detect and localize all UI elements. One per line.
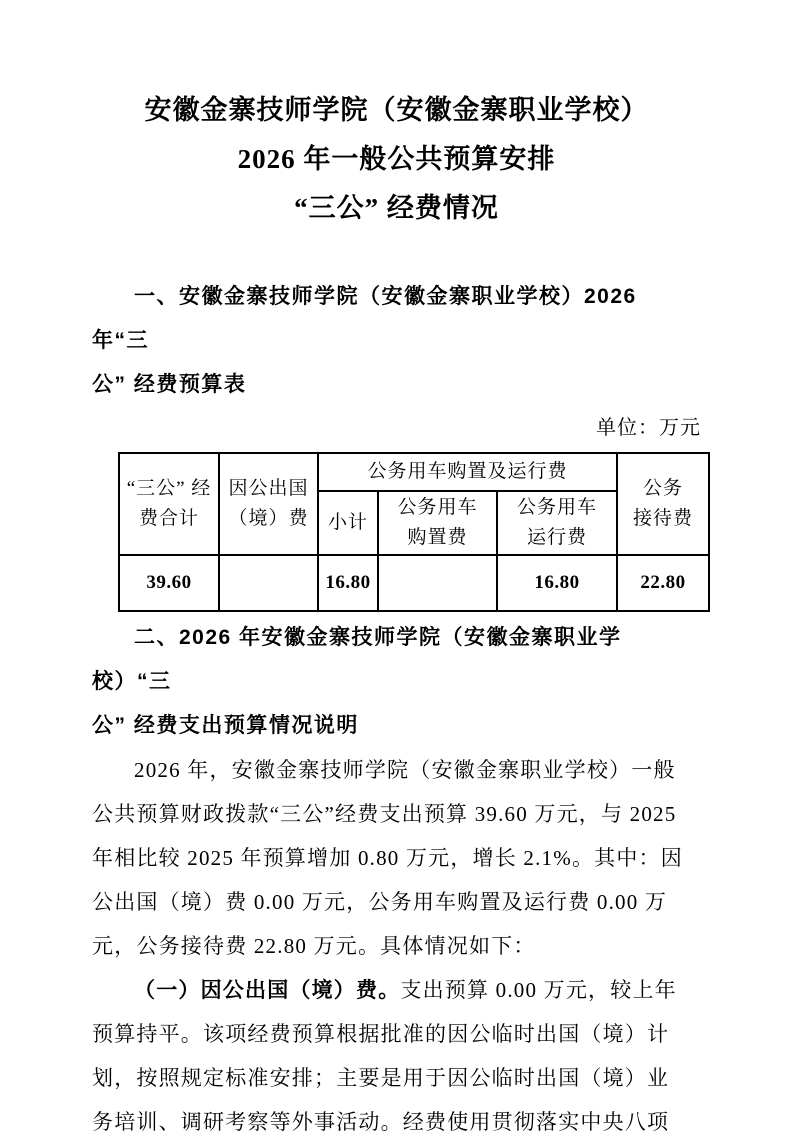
paragraph-abroad-lead: （一）因公出国（境）费。 [134,978,401,1002]
cell-vehicle-operation: 16.80 [497,555,617,611]
paragraph-abroad-detail [92,968,701,1144]
col-header-sangong-total: “三公” 经 费合计 [119,453,219,555]
col-header-vehicle-purchase: 公务用车 购置费 [378,491,497,555]
col-header-reception-fee: 公务 接待费 [617,453,709,555]
budget-table [118,452,710,612]
document-title: 安徽金寨技师学院（安徽金寨职业学校） 2026 年一般公共预算安排 “三公” 经费情况 [144,95,649,223]
paragraph-abroad-body: 支出预算 0.00 万元，较上年 预算持平。该项经费预算根据批准的因公临时出国（境）计 划，按照规定标准安排；主要是用于因公临时出国（境）业 务培训、调研考察等外事活动。经费使用贯彻落实中央八项 [92,978,677,1134]
col-header-vehicle-group: 公务用车购置及运行费 [318,453,617,491]
section1-heading: 一、安徽金寨技师学院（安徽金寨职业学校）2026 年“三 公” 经费预算表 [92,285,637,396]
col-header-vehicle-operation: 公务用车 运行费 [497,491,617,555]
cell-subtotal: 16.80 [318,555,378,611]
cell-sangong-total: 39.60 [119,555,219,611]
cell-reception-fee: 22.80 [617,555,709,611]
table-header-row-1 [119,453,709,491]
paragraph-budget-overview: 2026 年，安徽金寨技师学院（安徽金寨职业学校）一般 公共预算财政拨款“三公”经费支出预算 39.60 万元，与 2025 年相比较 2025 年预算增加 0.80 万元，增长 2.1%。其中：因 公出国（境）费 0.00 万元，公务用车购置及运行费 0.00 万 元，公务接待费 22.80 万元。具体情况如下： [92,758,683,958]
table-data-row [119,555,709,611]
col-header-subtotal: 小计 [318,491,378,555]
section2-heading: 二、2026 年安徽金寨技师学院（安徽金寨职业学校）“三 公” 经费支出预算情况说明 [92,626,622,737]
unit-note: 单位：万元 [596,417,701,439]
col-header-abroad-fee: 因公出国 （境）费 [219,453,318,555]
cell-vehicle-purchase [378,555,497,611]
cell-abroad-fee [219,555,318,611]
